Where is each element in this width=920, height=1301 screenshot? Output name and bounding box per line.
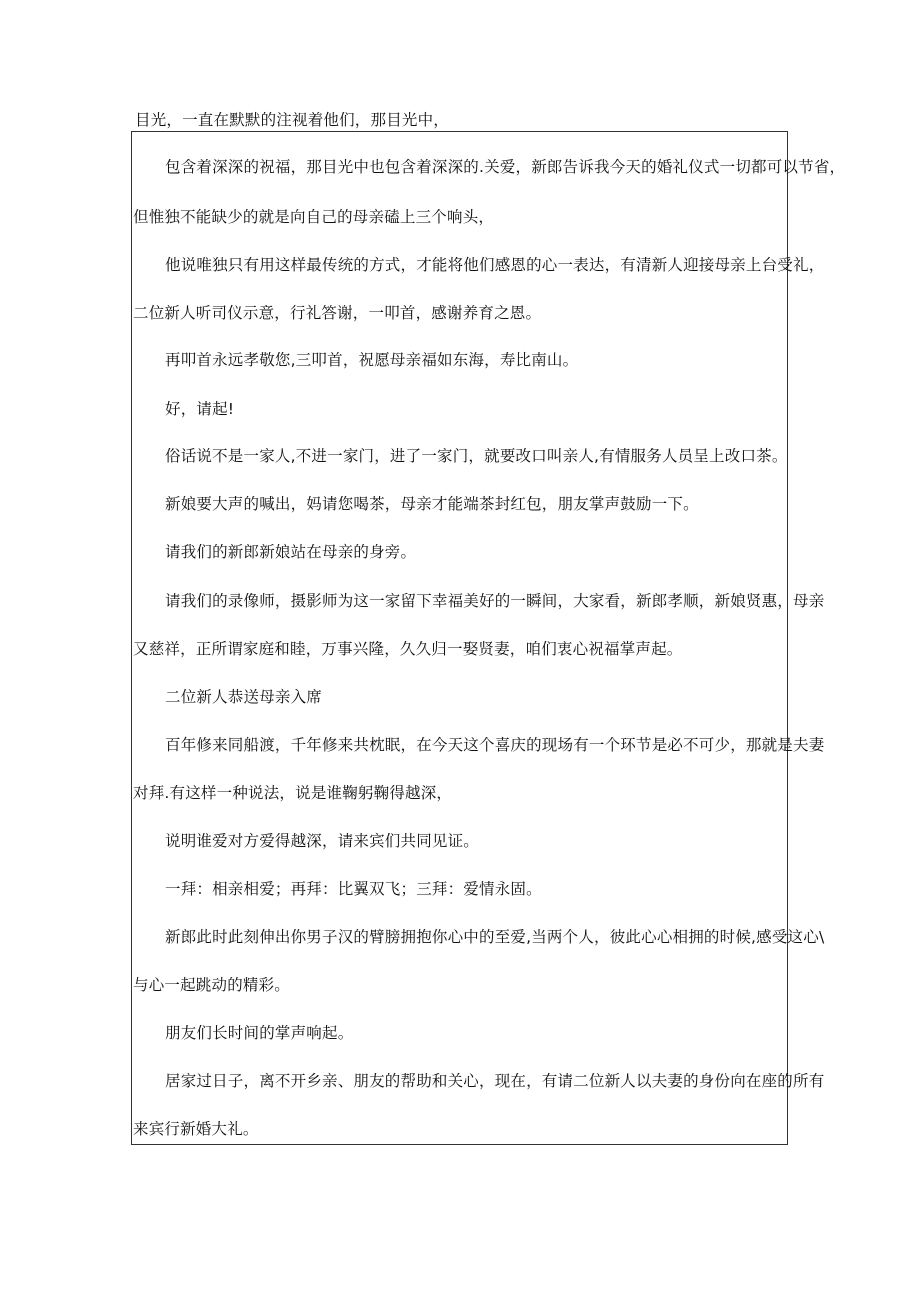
paragraph: 一拜：相亲相爱；再拜：比翼双飞；三拜：爱情永固。: [165, 880, 542, 898]
paragraph: 与心一起跳动的精彩。: [133, 976, 291, 994]
paragraph: 对拜.有这样一种说法，说是谁鞠躬鞠得越深，: [133, 784, 453, 802]
paragraph: 二位新人听司仪示意，行礼答谢，一叩首，感谢养育之恩。: [133, 304, 542, 322]
paragraph: 请我们的新郎新娘站在母亲的身旁。: [165, 543, 417, 561]
paragraph: 俗话说不是一家人,不进一家门，进了一家门，就要改口叫亲人,有情服务人员呈上改口茶。: [165, 447, 788, 465]
paragraph: 但惟独不能缺少的就是向自己的母亲磕上三个响头，: [133, 208, 495, 226]
paragraph: 居家过日子，离不开乡亲、朋友的帮助和关心，现在，有请二位新人以夫妻的身份向在座的所有: [165, 1072, 825, 1090]
paragraph: 他说唯独只有用这样最传统的方式，才能将他们感恩的心一表达，有清新人迎接母亲上台受礼，: [165, 256, 825, 274]
paragraph: 二位新人恭送母亲入席: [165, 688, 323, 706]
paragraph: 朋友们长时间的掌声响起。: [165, 1024, 354, 1042]
paragraph: 又慈祥，正所谓家庭和睦，万事兴隆，久久归一娶贤妻，咱们衷心祝福掌声起。: [133, 640, 683, 658]
paragraph: 请我们的录像师，摄影师为这一家留下幸福美好的一瞬间，大家看，新郎孝顺，新娘贤惠，母亲: [165, 592, 825, 610]
paragraph: 包含着深深的祝福，那目光中也包含着深深的.关爱，新郎告诉我今天的婚礼仪式一切都可以节省，: [165, 158, 846, 176]
paragraph: 好，请起!: [165, 400, 235, 418]
paragraph: 再叩首永远孝敬您,三叩首，祝愿母亲福如东海，寿比南山。: [165, 351, 579, 369]
paragraph: 新郎此时此刻伸出你男子汉的臂膀拥抱你心中的至爱,当两个人，彼此心心相拥的时候,感受这心\: [165, 928, 825, 946]
paragraph: 新娘要大声的喊出，妈请您喝茶，母亲才能端茶封红包，朋友掌声鼓励一下。: [165, 495, 699, 513]
lead-line: 目光，一直在默默的注视着他们，那目光中，: [135, 111, 450, 129]
paragraph: 来宾行新婚大礼。: [133, 1120, 259, 1138]
paragraph: 百年修来同船渡，千年修来共枕眠，在今天这个喜庆的现场有一个环节是必不可少，那就是夫妻: [165, 736, 825, 754]
paragraph: 说明谁爱对方爱得越深，请来宾们共同见证。: [165, 832, 480, 850]
